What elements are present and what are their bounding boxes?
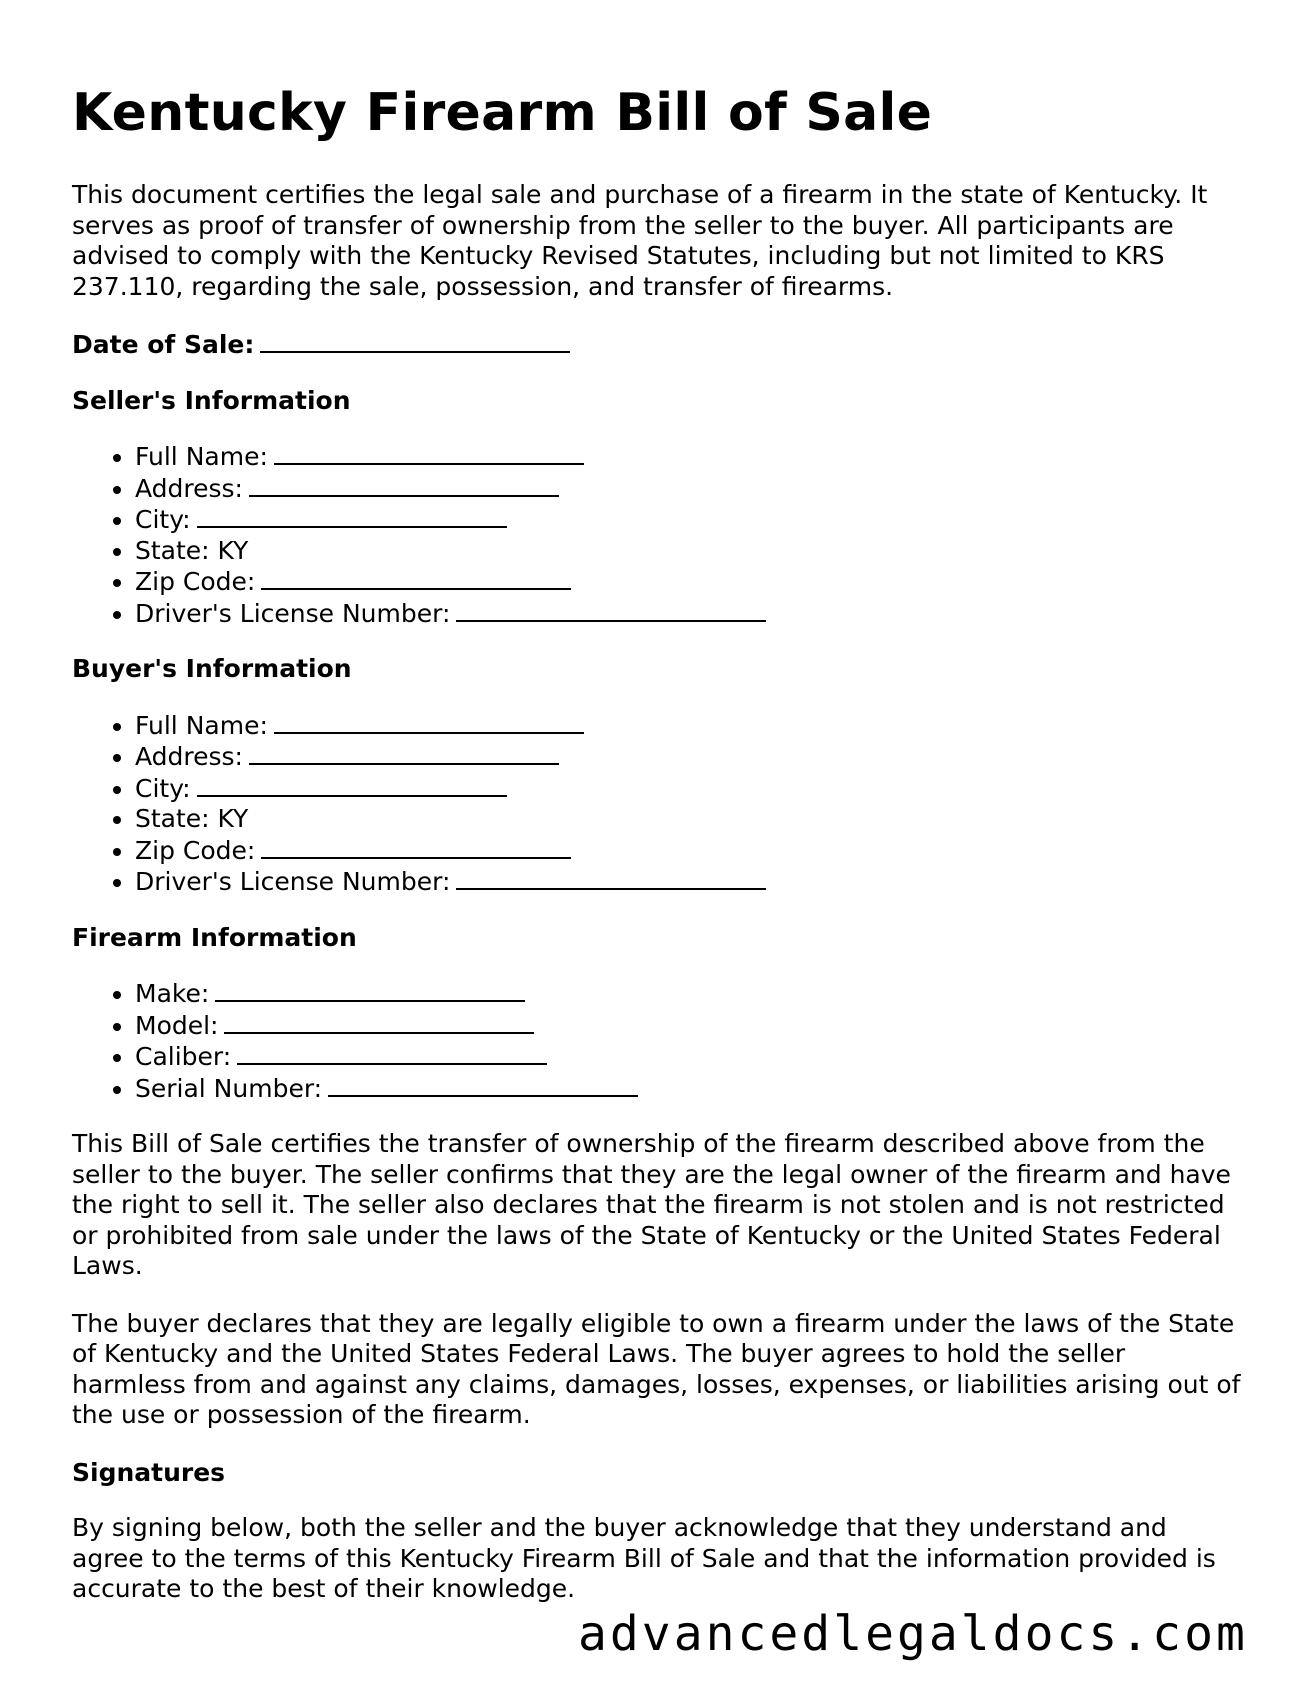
field-label: Zip Code: [135,835,256,865]
field-blank [215,978,525,1002]
seller-full-name-field [135,441,1242,473]
seller-state-field [135,536,1242,567]
field-label: Full Name: [135,710,268,740]
field-blank [249,473,559,497]
field-label: Full Name: [135,442,268,472]
field-blank [274,710,584,734]
seller-city-field [135,504,1242,536]
field-blank [197,773,507,797]
seller-fields-list [72,441,1242,629]
certification-paragraph: This Bill of Sale certifies the transfer of ownership of the firearm described above from the seller to the buyer. The seller confirms that they are the legal owner of the firearm and have the right to sell it. The seller also declares that the firearm is not stolen and is not restricted or prohibited from sale under the laws of the State of Kentucky or the United States Federal Laws. [72,1129,1231,1281]
buyer-full-name-field [135,710,1242,742]
date-of-sale-field [72,329,1242,361]
buyer-address-field [135,741,1242,773]
seller-heading: Seller's Information [72,385,351,415]
field-blank [456,598,766,622]
intro-paragraph: This document certifies the legal sale and purchase of a firearm in the state of Kentucky. It serves as proof of transfer of ownership from the seller to the buyer. All participants are advised to comply with the Kentucky Revised Statutes, including but not limited to KRS 237.110, regarding the sale, possession, and transfer of firearms. [72,180,1208,301]
field-blank [224,1010,534,1034]
field-label: Make: [135,979,210,1009]
field-label: Serial Number: [135,1073,323,1103]
field-label: State: KY [135,804,249,834]
firearm-serial-field [135,1073,1242,1105]
field-label: Driver's License Number: [135,598,451,628]
field-blank [274,441,584,465]
buyer-license-field [135,866,1242,898]
signatures-paragraph: By signing below, both the seller and the buyer acknowledge that they understand and agree to the terms of this Kentucky Firearm Bill of Sale and that the information provided is accurate to the best of their knowledge. [72,1513,1216,1604]
firearm-model-field [135,1010,1242,1042]
firearm-heading: Firearm Information [72,922,357,952]
buyer-state-field [135,804,1242,835]
date-of-sale-blank [260,329,570,353]
field-blank [328,1073,638,1097]
field-label: State: KY [135,535,249,565]
date-of-sale-label: Date of Sale: [72,330,255,360]
watermark-text: advancedlegaldocs.com [578,1606,1248,1662]
buyer-fields-list [72,710,1242,898]
field-blank [249,741,559,765]
field-blank [261,835,571,859]
document-page [72,82,1242,1632]
field-label: Address: [135,473,243,503]
document-title: Kentucky Firearm Bill of Sale [72,83,933,143]
field-label: Model: [135,1010,219,1040]
field-label: Address: [135,742,243,772]
firearm-caliber-field [135,1041,1242,1073]
field-label: City: [135,505,191,535]
seller-zip-field [135,566,1242,598]
seller-license-field [135,598,1242,630]
firearm-make-field [135,978,1242,1010]
field-blank [197,504,507,528]
field-blank [237,1041,547,1065]
field-label: City: [135,773,191,803]
buyer-heading: Buyer's Information [72,654,352,684]
signatures-heading: Signatures [72,1457,226,1487]
buyer-zip-field [135,835,1242,867]
buyer-declaration-paragraph: The buyer declares that they are legally eligible to own a firearm under the laws of the State of Kentucky and the United States Federal Laws. The buyer agrees to hold the seller harmless from and against any claims, damages, losses, expenses, or liabilities arising out of the use or possession of the firearm. [72,1308,1241,1430]
field-label: Caliber: [135,1042,232,1072]
field-label: Zip Code: [135,567,256,597]
seller-address-field [135,473,1242,505]
field-label: Driver's License Number: [135,867,451,897]
buyer-city-field [135,773,1242,805]
firearm-fields-list [72,978,1242,1104]
field-blank [261,566,571,590]
field-blank [456,866,766,890]
